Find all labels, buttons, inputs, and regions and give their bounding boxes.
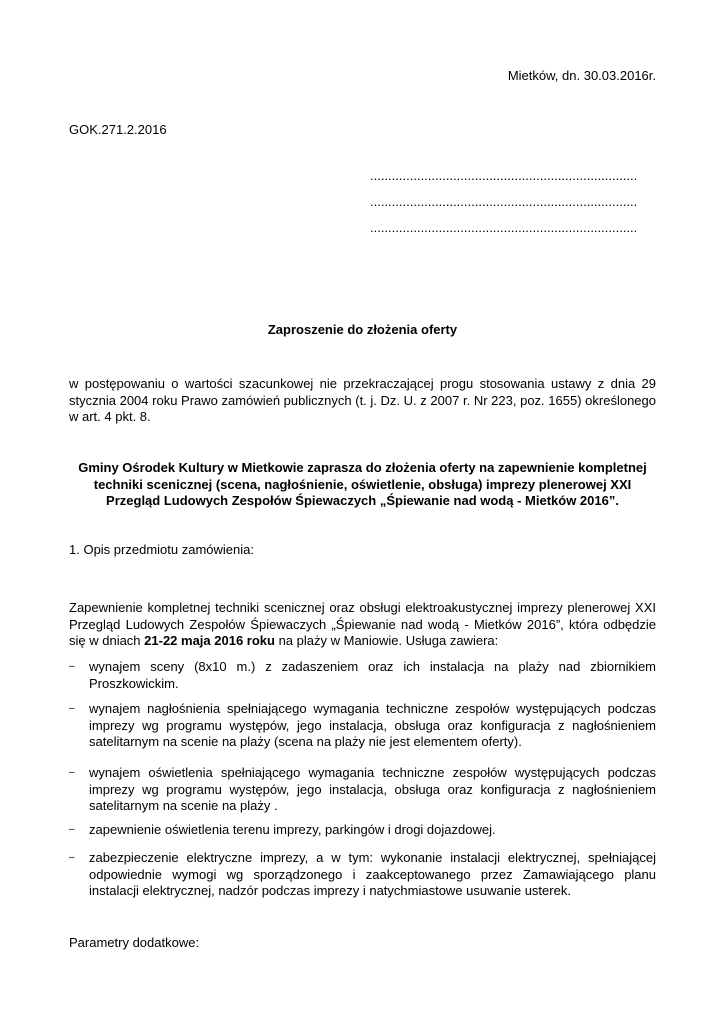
- section-heading: 1. Opis przedmiotu zamówienia:: [69, 542, 254, 557]
- list-item: [69, 659, 656, 692]
- intro-paragraph: w postępowaniu o wartości szacunkowej nie przekraczającej progu stosowania ustawy z dnia 29 stycznia 2004 roku Prawo zamówień publicznych (t. j. Dz. U. z 2007 r. Nr 223, poz. 1655) określonego w art. 4 pkt. 8.: [69, 376, 656, 424]
- bullet-dash-icon: –: [69, 852, 75, 863]
- list-item-text: wynajem oświetlenia spełniającego wymagania techniczne zespołów występujących podczas imprezy wg programu występów, jego instalacja, obsługa oraz konfiguracja z nagłośnieniem satelitarnym na scenie na plaży .: [89, 765, 656, 813]
- place-and-date: Mietków, dn. 30.03.2016r.: [507, 68, 656, 83]
- bullet-dash-icon: –: [69, 703, 75, 714]
- list-item-text: wynajem sceny (8x10 m.) z zadaszeniem oraz ich instalacja na plaży nad zbiornikiem Proszkowickim.: [89, 659, 656, 691]
- address-line-2: ..........................................................................: [370, 194, 638, 209]
- list-item-text: wynajem nagłośnienia spełniającego wymagania techniczne zespołów występujących podczas imprezy wg programu występów, jego instalacja, obsługa oraz konfiguracja z nagłośnieniem satelitarnym na scenie na plaży (scena na plaży nie jest elementem oferty).: [89, 701, 656, 749]
- list-item: [69, 822, 656, 839]
- document-title: Zaproszenie do złożenia oferty: [267, 322, 458, 337]
- list-item: [69, 850, 656, 900]
- description-text-1: Zapewnienie kompletnej techniki scenicznej oraz obsługi elektroakustycznej imprezy plenerowej XXI Przegląd Ludowych Zespołów Śpiewaczych „Śpiewanie nad wodą - Mietków 2016”, która odbędzie się w dniach: [69, 600, 656, 648]
- description-text-2: na plaży w Maniowie. Usługa zawiera:: [274, 633, 499, 648]
- extra-params-heading: Parametry dodatkowe:: [69, 935, 200, 950]
- address-line-3: ..........................................................................: [370, 220, 638, 235]
- bullet-dash-icon: –: [69, 824, 75, 835]
- invitation-paragraph: Gminy Ośrodek Kultury w Mietkowie zaprasza do złożenia oferty na zapewnienie kompletnej techniki scenicznej (scena, nagłośnienie, oświetlenie, obsługa) imprezy plenerowej XXI Przegląd Ludowych Zespołów Śpiewaczych „Śpiewanie nad wodą - Mietków 2016”.: [78, 460, 647, 508]
- list-item: [69, 701, 656, 751]
- reference-number: GOK.271.2.2016: [69, 122, 167, 137]
- bullet-dash-icon: –: [69, 661, 75, 672]
- address-line-1: ..........................................................................: [370, 168, 638, 183]
- bullet-dash-icon: –: [69, 767, 75, 778]
- list-item: [69, 765, 656, 815]
- event-dates: 21-22 maja 2016 roku: [144, 633, 275, 648]
- description-paragraph: [69, 600, 656, 650]
- list-item-text: zapewnienie oświetlenia terenu imprezy, parkingów i drogi dojazdowej.: [89, 822, 496, 837]
- list-item-text: zabezpieczenie elektryczne imprezy, a w tym: wykonanie instalacji elektrycznej, spełniającej odpowiednie wymogi wg sporządzonego i zaakceptowanego przez Zamawiającego planu instalacji elektrycznej, nadzór podczas imprezy i natychmiastowe usuwanie usterek.: [89, 850, 656, 898]
